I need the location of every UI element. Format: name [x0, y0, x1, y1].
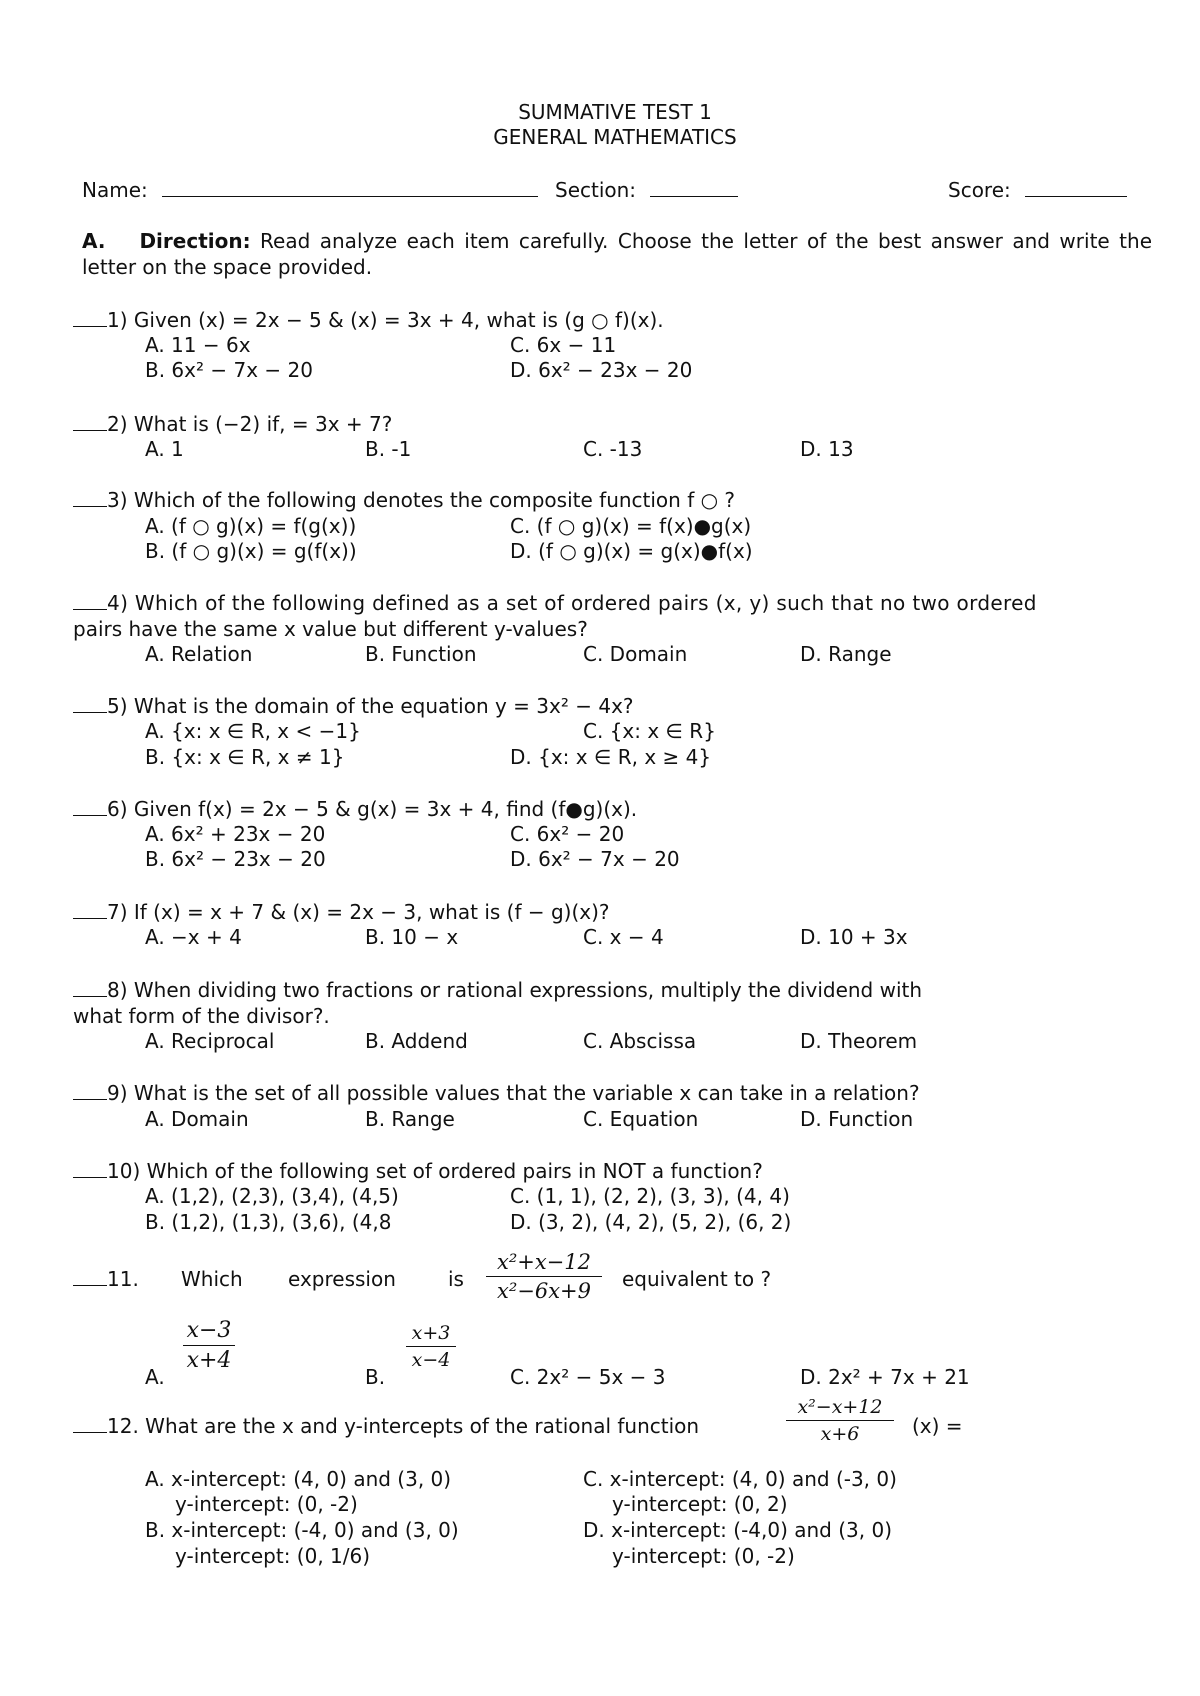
choice-c-continued: y-intercept: (0, 2)	[612, 1492, 788, 1516]
question-stem: 10) Which of the following set of ordered pairs in NOT a function?	[107, 1159, 763, 1183]
direction-text: Read analyze each item carefully. Choose the letter of the best answer and write the letter on the space provided.	[82, 229, 1152, 279]
answer-blank[interactable]	[73, 1159, 107, 1178]
question-11	[73, 1266, 139, 1292]
choice-b: B. x-intercept: (-4, 0) and (3, 0)	[145, 1518, 459, 1542]
direction-label: Direction:	[139, 229, 251, 253]
fraction-denominator: x²−6x+9	[496, 1279, 592, 1303]
answer-blank[interactable]	[73, 591, 107, 610]
question-word: equivalent to ?	[622, 1267, 772, 1291]
direction-paragraph	[82, 228, 1152, 280]
question-stem: 3) Which of the following denotes the composite function f ○ ?	[107, 488, 736, 512]
fraction-numerator: x+3	[411, 1322, 451, 1344]
choice-c: C. 6x² − 20	[510, 822, 625, 846]
score-field[interactable]	[948, 176, 1127, 203]
name-field[interactable]	[82, 176, 538, 203]
choice-a: A. x-intercept: (4, 0) and (3, 0)	[145, 1467, 452, 1491]
fraction-bar	[183, 1345, 235, 1346]
question-7	[73, 899, 610, 925]
question-word: Which	[181, 1267, 243, 1291]
choice-d: D. x-intercept: (-4,0) and (3, 0)	[583, 1518, 893, 1542]
choice-b: B. 6x² − 23x − 20	[145, 847, 326, 871]
choice-c: C. 2x² − 5x − 3	[510, 1365, 666, 1389]
question-2	[73, 411, 392, 437]
choice-a: A. 6x² + 23x − 20	[145, 822, 326, 846]
choice-d: D. 10 + 3x	[800, 925, 908, 949]
question-1	[73, 307, 664, 333]
choice-d: D. Range	[800, 642, 892, 666]
choice-b-continued: y-intercept: (0, 1/6)	[175, 1544, 371, 1568]
choice-d: D. 2x² + 7x + 21	[800, 1365, 970, 1389]
fraction-denominator: x−4	[411, 1349, 451, 1371]
fraction-numerator: x−3	[186, 1318, 232, 1343]
choice-a: A. Domain	[145, 1107, 249, 1131]
fraction-denominator: x+4	[186, 1348, 232, 1373]
question-6	[73, 796, 637, 822]
question-10	[73, 1158, 763, 1184]
question-stem: 6) Given f(x) = 2x − 5 & g(x) = 3x + 4, find (f●g)(x).	[107, 797, 638, 821]
question-stem: 9) What is the set of all possible values that the variable x can take in a relation?	[107, 1081, 920, 1105]
answer-blank[interactable]	[73, 694, 107, 713]
stem-fraction	[486, 1250, 602, 1303]
fraction-numerator: x²−x+12	[797, 1396, 883, 1418]
question-stem: 4) Which of the following defined as a set of ordered pairs (x, y) such that no two ordered	[107, 591, 1037, 615]
answer-blank[interactable]	[73, 308, 107, 327]
question-number: 11.	[107, 1267, 139, 1291]
name-blank[interactable]	[162, 176, 538, 197]
choice-a-continued: y-intercept: (0, -2)	[175, 1492, 358, 1516]
question-stem: 7) If (x) = x + 7 & (x) = 2x − 3, what is (f − g)(x)?	[107, 900, 610, 924]
choice-c: C. Abscissa	[583, 1029, 697, 1053]
choice-c: C. Domain	[583, 642, 688, 666]
fraction-denominator: x+6	[820, 1423, 860, 1445]
fraction-bar	[786, 1420, 894, 1421]
choice-a: A. Relation	[145, 642, 253, 666]
choice-b: B. {x: x ∈ R, x ≠ 1}	[145, 745, 345, 769]
choice-a: A. −x + 4	[145, 925, 242, 949]
choice-c: C. (1, 1), (2, 2), (3, 3), (4, 4)	[510, 1184, 790, 1208]
question-stem: 1) Given (x) = 2x − 5 & (x) = 3x + 4, what is (g ○ f)(x).	[107, 308, 664, 332]
choice-b: B. Function	[365, 642, 477, 666]
choice-c: C. x-intercept: (4, 0) and (-3, 0)	[583, 1467, 897, 1491]
choice-a: A. {x: x ∈ R, x < −1}	[145, 719, 361, 743]
question-stem: 5) What is the domain of the equation y = 3x² − 4x?	[107, 694, 634, 718]
test-title: SUMMATIVE TEST 1	[518, 100, 712, 124]
choice-a-fraction	[183, 1318, 235, 1373]
question-stem: 12. What are the x and y-intercepts of the rational function	[107, 1414, 700, 1438]
choice-d-continued: y-intercept: (0, -2)	[612, 1544, 795, 1568]
question-stem: 2) What is (−2) if, = 3x + 7?	[107, 412, 393, 436]
choice-a: A. 1	[145, 437, 184, 461]
choice-a-label: A.	[145, 1365, 165, 1389]
choice-b-label: B.	[365, 1365, 386, 1389]
question-8-continued: what form of the divisor?.	[73, 1004, 330, 1028]
section-label: Section:	[555, 178, 637, 202]
answer-blank[interactable]	[73, 1267, 107, 1286]
answer-blank[interactable]	[73, 488, 107, 507]
question-8	[73, 977, 922, 1003]
fraction-bar	[486, 1276, 602, 1277]
choice-c: C. x − 4	[583, 925, 664, 949]
answer-blank[interactable]	[73, 412, 107, 431]
choice-a: A. (f ○ g)(x) = f(g(x))	[145, 514, 357, 538]
choice-b: B. -1	[365, 437, 412, 461]
answer-blank[interactable]	[73, 1081, 107, 1100]
question-word: expression	[288, 1267, 396, 1291]
fraction-bar	[406, 1346, 456, 1347]
choice-b: B. (f ○ g)(x) = g(f(x))	[145, 539, 357, 563]
question-stem: 8) When dividing two fractions or rational expressions, multiply the dividend with	[107, 978, 923, 1002]
question-3	[73, 487, 735, 513]
score-label: Score:	[948, 178, 1011, 202]
question-4	[73, 590, 1153, 616]
choice-c: C. 6x − 11	[510, 333, 617, 357]
stem-fraction	[786, 1396, 894, 1445]
answer-blank[interactable]	[73, 978, 107, 997]
section-blank[interactable]	[650, 176, 738, 197]
question-word: is	[448, 1267, 464, 1291]
choice-a: A. Reciprocal	[145, 1029, 275, 1053]
choice-b: B. 6x² − 7x − 20	[145, 358, 313, 382]
choice-c: C. -13	[583, 437, 643, 461]
choice-d: D. (3, 2), (4, 2), (5, 2), (6, 2)	[510, 1210, 792, 1234]
choice-b: B. Range	[365, 1107, 455, 1131]
choice-d: D. Function	[800, 1107, 914, 1131]
score-blank[interactable]	[1025, 176, 1127, 197]
choice-d: D. 6x² − 7x − 20	[510, 847, 680, 871]
choice-b: B. (1,2), (1,3), (3,6), (4,8	[145, 1210, 392, 1234]
answer-blank[interactable]	[73, 1414, 107, 1433]
question-12	[73, 1413, 699, 1439]
fraction-numerator: x²+x−12	[496, 1250, 592, 1274]
subject-title: GENERAL MATHEMATICS	[493, 125, 737, 149]
question-5	[73, 693, 634, 719]
name-label: Name:	[82, 178, 148, 202]
choice-a: A. 11 − 6x	[145, 333, 251, 357]
choice-b: B. 10 − x	[365, 925, 459, 949]
function-notation: (x) =	[912, 1414, 963, 1438]
choice-b: B. Addend	[365, 1029, 468, 1053]
answer-blank[interactable]	[73, 900, 107, 919]
choice-d: D. 6x² − 23x − 20	[510, 358, 693, 382]
choice-d: D. {x: x ∈ R, x ≥ 4}	[510, 745, 712, 769]
choice-a: A. (1,2), (2,3), (3,4), (4,5)	[145, 1184, 399, 1208]
choice-d: D. 13	[800, 437, 854, 461]
choice-d: D. Theorem	[800, 1029, 918, 1053]
question-9	[73, 1080, 920, 1106]
question-4-continued: pairs have the same x value but different y-values?	[73, 617, 588, 641]
section-field[interactable]	[555, 176, 738, 203]
choice-c: C. Equation	[583, 1107, 699, 1131]
choice-b-fraction	[406, 1322, 456, 1371]
choice-c: C. {x: x ∈ R}	[583, 719, 716, 743]
direction-letter: A.	[82, 229, 106, 253]
choice-c: C. (f ○ g)(x) = f(x)●g(x)	[510, 514, 752, 538]
answer-blank[interactable]	[73, 797, 107, 816]
choice-d: D. (f ○ g)(x) = g(x)●f(x)	[510, 539, 753, 563]
